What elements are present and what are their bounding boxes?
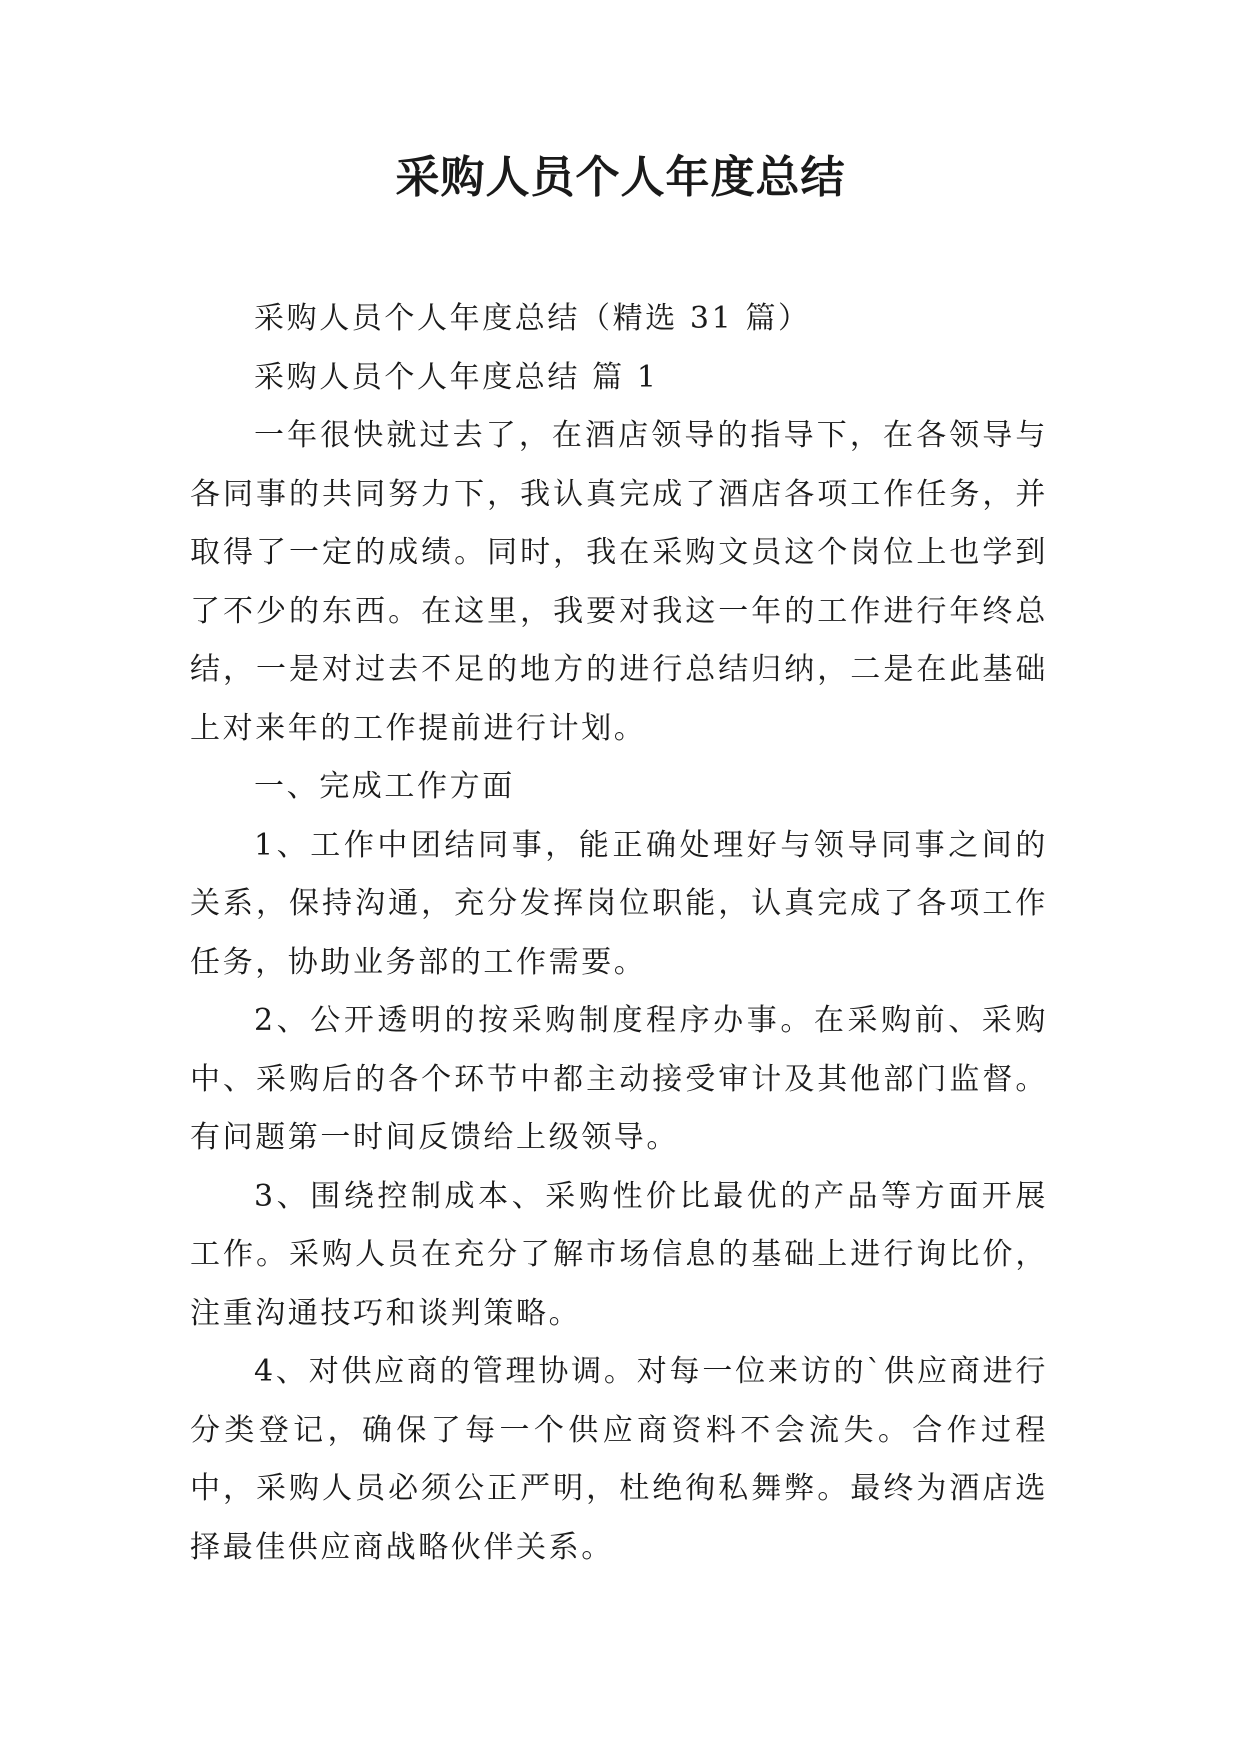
body-paragraph: 2、公开透明的按采购制度程序办事。在采购前、采购中、采购后的各个环节中都主动接受审计及其他部门监督。有问题第一时间反馈给上级领导。 xyxy=(190,1003,1048,1155)
document-title: 采购人员个人年度总结 xyxy=(395,152,846,203)
subtitle-paragraph: 采购人员个人年度总结（精选 31 篇） xyxy=(254,301,811,336)
body-paragraph: 一年很快就过去了，在酒店领导的指导下，在各领导与各同事的共同努力下，我认真完成了酒店各项工作任务，并取得了一定的成绩。同时，我在采购文员这个岗位上也学到了不少的东西。在这里，我要对我这一年的工作进行年终总结，一是对过去不足的地方的进行总结归纳，二是在此基础上对来年的工作提前进行计划。 xyxy=(190,418,1048,746)
body-paragraph: 1、工作中团结同事，能正确处理好与领导同事之间的关系，保持沟通，充分发挥岗位职能，认真完成了各项工作任务，协助业务部的工作需要。 xyxy=(190,827,1048,980)
body-paragraph: 4、对供应商的管理协调。对每一位来访的`供应商进行分类登记，确保了每一个供应商资料不会流失。合作过程中，采购人员必须公正严明，杜绝徇私舞弊。最终为酒店选择最佳供应商战略伙伴关系。 xyxy=(190,1354,1048,1565)
body-paragraph: 3、围绕控制成本、采购性价比最优的产品等方面开展工作。采购人员在充分了解市场信息的基础上进行询比价，注重沟通技巧和谈判策略。 xyxy=(190,1178,1048,1331)
document-body xyxy=(190,290,1048,1577)
section-heading: 采购人员个人年度总结 篇 1 xyxy=(254,359,659,395)
section-heading: 一、完成工作方面 xyxy=(254,769,515,804)
